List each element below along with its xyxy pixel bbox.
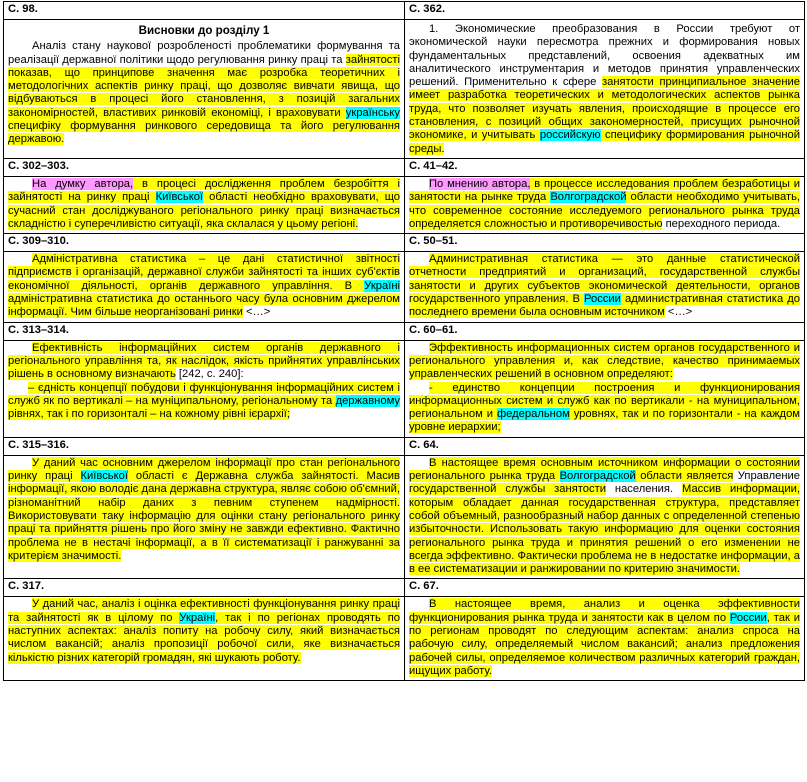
highlight-cyan: Київської: [155, 191, 204, 204]
header-row: [4, 2, 805, 20]
right-cell: [405, 176, 805, 233]
right-page-ref: С. 67.: [405, 579, 805, 597]
right-text: [409, 457, 800, 577]
plain-text: [242, с. 240]:: [175, 368, 244, 381]
plain-text: населения.: [605, 483, 683, 496]
highlight-cyan: державному: [335, 394, 400, 407]
header-row: [4, 234, 805, 252]
text-row: [4, 176, 805, 233]
left-cell: [4, 455, 405, 579]
right-cell: [405, 455, 805, 579]
left-text: [8, 457, 400, 563]
text-row: [4, 252, 805, 322]
highlight-yellow: зайнятості показав, що принципове значення має розробка теоретичних і методологічних аспектів ринку праці, що дозволяє вивчати явища, що відбуваються в процесі його становлення, з позицій загальних закономірностей, властивих ринковій економіці, і враховувати: [8, 53, 400, 119]
left-text: [8, 178, 400, 231]
highlight-yellow: В настоящее время основным источником информации о состоянии регионального рынка труда: [409, 456, 800, 483]
highlight-yellow: в процесі дослідження проблем безробіття і зайнятості на ринку праці: [8, 177, 400, 204]
right-text: [409, 178, 800, 231]
plain-text: Аналіз стану наукової розробленості проблематики формування та реалізації державної політики щодо регулювання ринку праці та: [8, 40, 400, 66]
left-cell: [4, 252, 405, 322]
highlight-cyan: Волгоградской: [550, 191, 627, 204]
highlight-yellow: государственной службы занятости: [409, 483, 606, 496]
highlight-yellow: Массив информации, которым обладает данная государственная структура, представляет собой объемный, разнообразный набор данных с определенной степенью избыточности. Использовать такую информацию для оценки состояния регионального рынка труда и принятия решений о его изменении не всегда эффективно. Фактически проблема не в недостатке информации, а в ее систематизации и ранжировании по критерию значимости.: [409, 483, 800, 576]
header-row: [4, 579, 805, 597]
left-page-ref: С. 313–314.: [4, 322, 405, 340]
highlight-yellow: В настоящее время, анализ и оценка эффективности функционирования рынка труда и занятости как в целом по: [409, 598, 800, 624]
left-cell: [4, 340, 405, 437]
right-cell: [405, 252, 805, 322]
plain-text: переходного периода.: [662, 217, 781, 230]
highlight-pink: На думку автора,: [32, 177, 134, 190]
highlight-yellow: , так и по регионам проводят по следующим аспектам: анализ спроса на рабочую силу, определяемый числом вакансий; анализ предложения рабочей силы, определяемое количеством различных категорий граждан, ищущих работу.: [409, 611, 800, 677]
right-text: [409, 598, 800, 678]
right-page-ref: С. 64.: [405, 437, 805, 455]
right-text: [409, 342, 800, 435]
highlight-cyan: українську: [345, 106, 400, 119]
highlight-yellow: Административная статистика — это данные статистической отчетности предприятий и организаций, государственной службы занятости и других субъектов экономической деятельности, органов государственного управления. В: [409, 253, 800, 306]
highlight-cyan: Київської: [80, 470, 128, 483]
highlight-yellow: У даний час основним джерелом інформації про стан регіонального ринку праці: [8, 456, 400, 483]
highlight-yellow: Адміністративна статистика – це дані статистичної звітності підприємств і організацій, державної служби зайнятості та інших суб'єктів економічної діяльності, органів державного управління. В: [8, 253, 400, 292]
highlight-cyan: России: [584, 293, 621, 306]
highlight-cyan: Україні: [179, 611, 216, 624]
highlight-yellow: области является: [635, 470, 734, 483]
highlight-yellow: Ефективність інформаційних систем органів державного і регіонального управління та, як наслідок, якість прийнятих управлінських рішень в основному визначають: [8, 341, 400, 381]
left-text: [8, 598, 400, 664]
plain-text: 1. Экономические преобразования в России требуют от экономической науки пересмотра прежних и формирования новых фундаментальных представлений, освоения адекватных им аналитического инструментария и методов принятия управленческих решений. Применительно к сфере: [409, 23, 800, 89]
right-cell: [405, 340, 805, 437]
text-row: [4, 340, 805, 437]
left-cell: [4, 20, 405, 159]
highlight-yellow: – єдність концепції побудови і функціонування інформаційних систем і служб як по вертикалі – на муніципальному, регіональному та: [8, 381, 400, 407]
highlight-cyan: федеральном: [496, 408, 570, 421]
right-cell: [405, 597, 805, 681]
highlight-yellow: У даний час, аналіз і оцінка ефективності функціонування ринку праці та зайнятості як в цілому по: [8, 598, 400, 624]
right-page-ref: С. 60–61.: [405, 322, 805, 340]
highlight-yellow: уровнях, так и по горизонтали - на каждом уровне иерархии;: [409, 408, 800, 434]
left-page-ref: С. 302–303.: [4, 158, 405, 176]
right-text: [409, 23, 800, 156]
text-row: [4, 455, 805, 579]
right-page-ref: С. 362.: [405, 2, 805, 20]
left-page-ref: С. 98.: [4, 2, 405, 20]
left-cell: [4, 176, 405, 233]
text-row: [4, 20, 805, 159]
highlight-yellow: специфіку формування ринкового середовища та його регулювання державою.: [8, 120, 400, 146]
header-row: [4, 437, 805, 455]
comparison-table: [3, 1, 805, 681]
highlight-yellow: Эффективность информационных систем органов государственного и регионального управления и, как следствие, качество принимаемых управленческих решений в основном определяют:: [409, 341, 800, 381]
left-page-ref: С. 315–316.: [4, 437, 405, 455]
highlight-yellow: в процессе исследования проблем безработицы и занятости на рынке труда: [409, 177, 800, 204]
left-page-ref: С. 317.: [4, 579, 405, 597]
header-row: [4, 322, 805, 340]
right-page-ref: С. 50–51.: [405, 234, 805, 252]
highlight-yellow: області є Державна служба зайнятості. Масив інформації, якою володіє дана державна структура, являє собою об'ємний, різноманітний набір даних з певним ступенем надмірності. Використовувати таку інформацію для оцінки стану регіонального ринку праці та прийняття рішень про його зміну не завжди ефективно. Фактично проблема не в нестачі інформації, а в її систематизації і ранжуванні за критерієм значимості.: [8, 470, 400, 562]
text-row: [4, 597, 805, 681]
left-text: [8, 253, 400, 319]
highlight-yellow: занятости принципиальное значение имеет разработка теоретических и методологических аспектов рынка труда, что позволяет изучать явления, происходящие в процессе его становления, с позиций общих закономерностей, присущих рыночной экономике, и учитывать: [409, 76, 800, 142]
left-text: [8, 342, 400, 422]
right-text: [409, 253, 800, 319]
highlight-yellow: , так і по регіонах проводять по наступних аспектах: аналіз попиту на робочу силу, який визначається числом вакансій; аналіз пропозиції робочої сили, яке визначається кількістю різних категорій громадян, які шукають роботу.: [8, 611, 400, 664]
left-cell: [4, 597, 405, 681]
highlight-cyan: российскую: [539, 129, 601, 142]
highlight-yellow: административная статистика до последнего времени была основным источником: [409, 293, 800, 319]
section-title: Висновки до розділу 1: [138, 24, 270, 37]
highlight-cyan: Україні: [364, 279, 400, 292]
highlight-yellow: адміністративна статистика до останнього часу була основним джерелом інформації. Чим більше неорганізовані ринки: [8, 293, 400, 319]
right-cell: [405, 20, 805, 159]
highlight-pink: По мнению автора,: [429, 177, 531, 190]
highlight-yellow: області необхідно враховувати, що сучасний стан досліджуваного регіонального ринку праці визначається складністю і суперечливістю ситуації, яка склалася у цьому регіоні.: [8, 191, 400, 230]
highlight-yellow: области необходимо учитывать, что современное состояние исследуемого регионального рынка труда определяется сложностью и противоречивостью: [409, 191, 801, 230]
left-page-ref: С. 309–310.: [4, 234, 405, 252]
header-row: [4, 158, 805, 176]
highlight-cyan: Волгоградской: [559, 470, 636, 483]
plain-text: <…>: [664, 306, 693, 319]
highlight-yellow: специфику формирования рыночной среды.: [409, 129, 800, 155]
right-page-ref: С. 41–42.: [405, 158, 805, 176]
plain-text: <…>: [242, 306, 271, 319]
highlight-yellow: - единство концепции построения и функционирования информационных систем и служб как по вертикали - на муниципальном, региональном и: [409, 381, 800, 421]
highlight-cyan: России: [729, 611, 767, 624]
highlight-yellow: рівнях, так і по горизонталі – на кожному рівні ієрархії;: [8, 408, 290, 421]
left-text: [8, 40, 400, 146]
plain-text: Управление: [733, 470, 800, 483]
